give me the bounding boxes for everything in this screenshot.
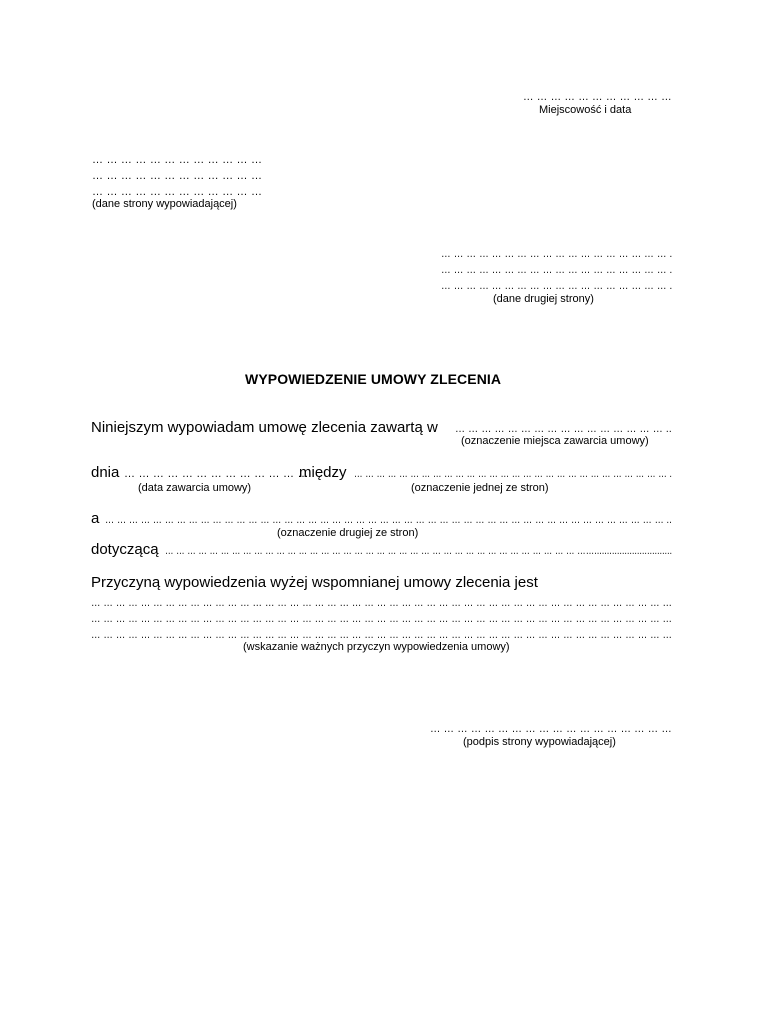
body-line1-label: (oznaczenie miejsca zawarcia umowy) — [461, 435, 649, 447]
body-line3-a: a — [91, 510, 100, 527]
place-date-dots: … … … … … … … … … … … — [523, 91, 672, 103]
recipient-line-3: … … … … … … … … … … … … … … … … … … . — [441, 280, 673, 292]
place-date-label: Miejscowość i data — [539, 104, 632, 116]
body-line2-dots1: … … … … … … … … … … … … … — [124, 468, 309, 480]
body-line2-dnia: dnia — [91, 464, 120, 481]
body-line2-miedzy: między — [299, 464, 347, 481]
signature-dots: … … … … … … … … … … … … … … … … … … — [430, 723, 672, 735]
recipient-line-1: … … … … … … … … … … … … … … … … … … . — [441, 248, 673, 260]
sender-line-1: … … … … … … … … … … … … — [92, 154, 263, 166]
body-reason-line-1: … … … … … … … … … … … … … … … … … … … … … … … … … … … … … … … … … … … … … … … … … … … … … … … — [91, 597, 673, 609]
recipient-line-2: … … … … … … … … … … … … … … … … … … . — [441, 264, 673, 276]
sender-label: (dane strony wypowiadającej) — [92, 198, 237, 210]
body-line2-dots2: … … … … … … … … … … … … … … … … … … … … … … … … … … … … . — [354, 468, 673, 480]
body-reason-intro: Przyczyną wypowiedzenia wyżej wspomnianej umowy zlecenia jest — [91, 574, 538, 591]
body-line2-label2: (oznaczenie jednej ze stron) — [411, 482, 549, 494]
signature-label: (podpis strony wypowiadającej) — [463, 736, 616, 748]
body-line4-text: dotyczącą — [91, 541, 159, 558]
body-line1-text: Niniejszym wypowiadam umowę zlecenia zawartą w — [91, 419, 438, 436]
body-line3-dots: … … … … … … … … … … … … … … … … … … … … … … … … … … … … … … … … … … … … … … … … … … … … … … … .. — [105, 514, 672, 526]
sender-line-2: … … … … … … … … … … … … — [92, 170, 263, 182]
document-title: WYPOWIEDZENIE UMOWY ZLECENIA — [245, 371, 502, 387]
body-line4-dots: … … … … … … … … … … … … … … … … … … … … … … … … … … … … … … … … … … … … … ……............................... — [165, 545, 673, 557]
body-reason-label: (wskazanie ważnych przyczyn wypowiedzenia umowy) — [243, 641, 510, 653]
body-line1-dots: … … … … … … … … … … … … … … … … .. — [455, 423, 672, 435]
body-reason-line-3: … … … … … … … … … … … … … … … … … … … … … … … … … … … … … … … … … … … … … … … … … … … … … … … — [91, 629, 673, 641]
body-line2-label1: (data zawarcia umowy) — [138, 482, 252, 494]
body-reason-line-2: … … … … … … … … … … … … … … … … … … … … … … … … … … … … … … … … … … … … … … … … … … … … … … … — [91, 613, 673, 625]
recipient-label: (dane drugiej strony) — [493, 293, 594, 305]
body-line3-label: (oznaczenie drugiej ze stron) — [277, 527, 419, 539]
sender-line-3: … … … … … … … … … … … … — [92, 186, 263, 198]
